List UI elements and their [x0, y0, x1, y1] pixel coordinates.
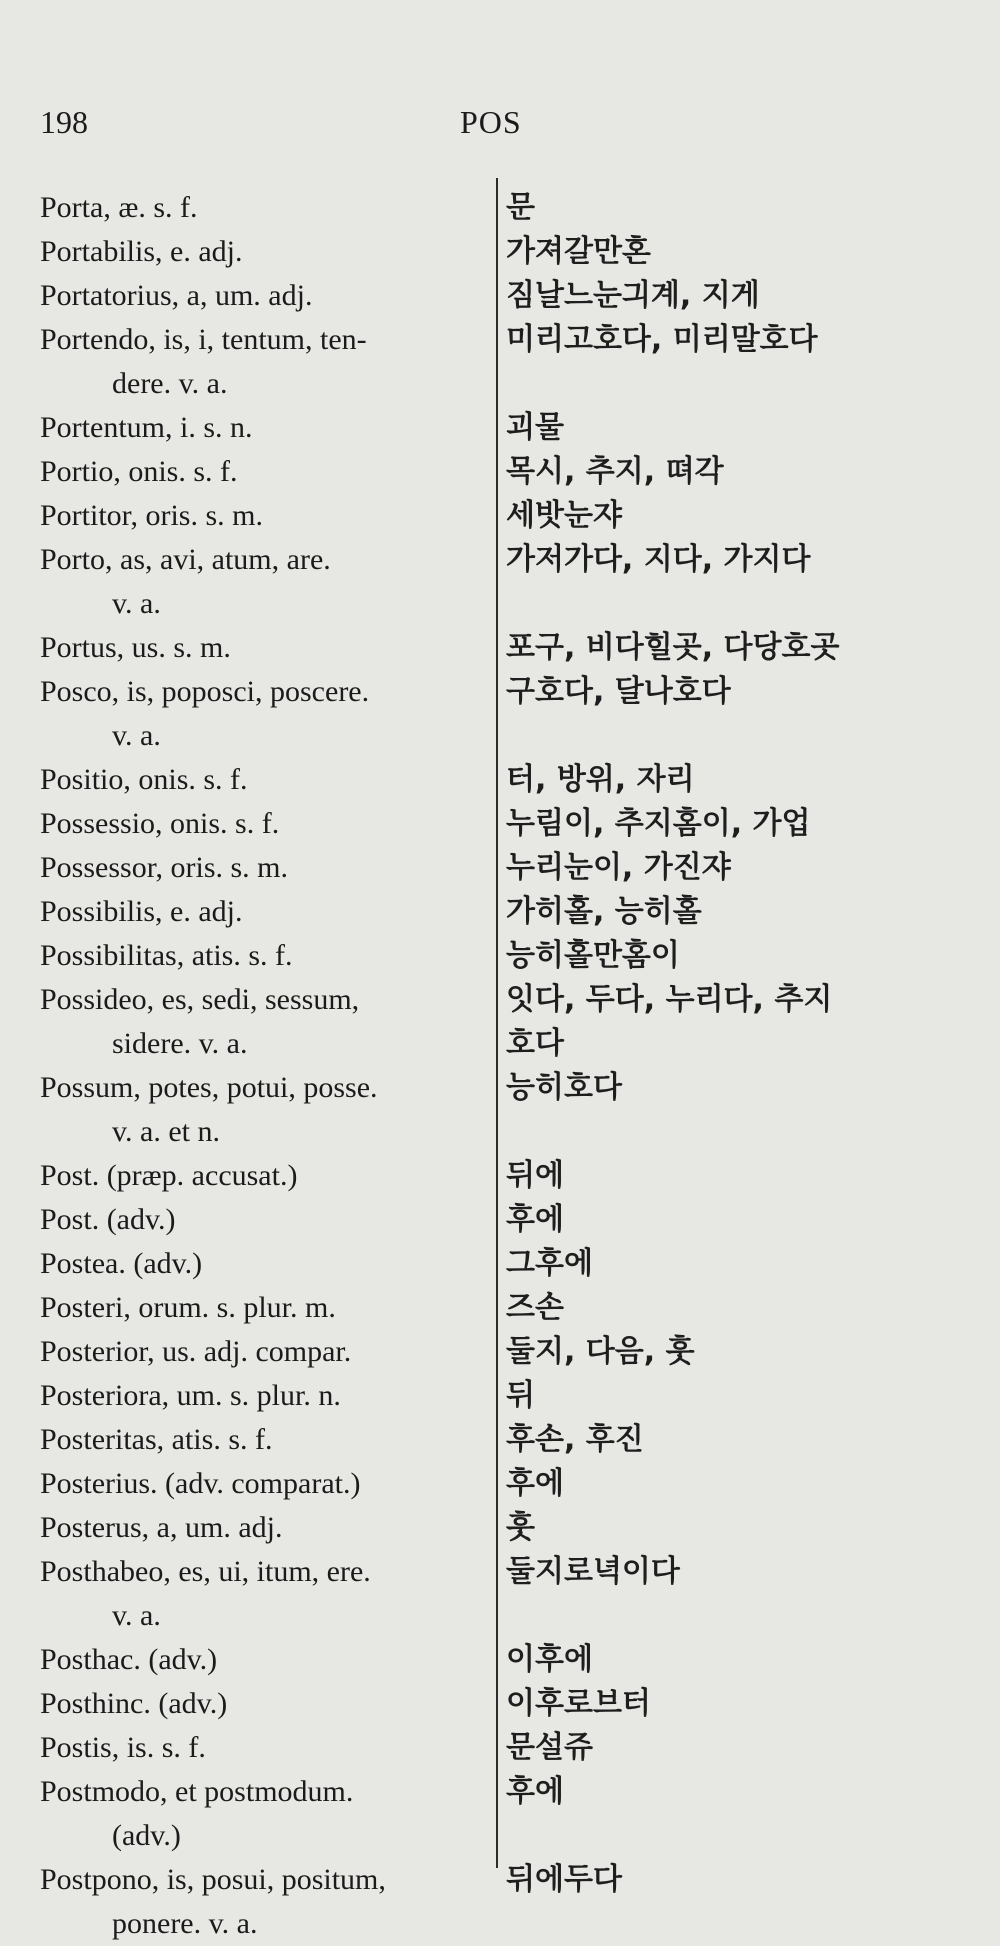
dictionary-entry	[0, 538, 1000, 626]
korean-line-1: 문	[506, 190, 535, 225]
latin-headword	[40, 1638, 485, 1682]
dictionary-entry	[0, 1550, 1000, 1638]
korean-line-1: 능히호다	[506, 1070, 622, 1105]
latin-headword	[40, 1506, 485, 1550]
latin-line-1: Posthabeo, es, ui, itum, ere.	[40, 1555, 371, 1588]
latin-line-1: Possum, potes, potui, posse.	[40, 1071, 378, 1104]
latin-headword	[40, 1198, 485, 1242]
dictionary-entry	[0, 406, 1000, 450]
latin-headword	[40, 1374, 485, 1418]
korean-line-1: 그후에	[506, 1246, 593, 1281]
latin-line-1: Posco, is, poposci, poscere.	[40, 675, 370, 708]
latin-line-1: Positio, onis. s. f.	[40, 763, 248, 796]
dictionary-entries	[0, 186, 1000, 1946]
latin-line-2: (adv.)	[112, 1819, 181, 1852]
latin-line-1: Posterior, us. adj. compar.	[40, 1335, 352, 1368]
korean-line-1: 이후로브터	[506, 1686, 651, 1721]
dictionary-entry	[0, 1682, 1000, 1726]
korean-line-1: 누리눈이, 가진쟈	[506, 850, 731, 885]
latin-headword	[40, 230, 485, 274]
dictionary-entry	[0, 1066, 1000, 1154]
korean-line-1: 후에	[506, 1466, 564, 1501]
korean-line-1: 후손, 후진	[506, 1422, 644, 1457]
dictionary-entry	[0, 274, 1000, 318]
dictionary-entry	[0, 626, 1000, 670]
korean-definition	[506, 494, 976, 538]
korean-definition	[506, 670, 976, 714]
latin-line-2: ponere. v. a.	[112, 1907, 258, 1940]
korean-line-1: 포구, 비다힐곳, 다당호곳	[506, 630, 840, 665]
korean-line-1: 가히홀, 능히홀	[506, 894, 702, 929]
latin-headword	[40, 758, 485, 802]
dictionary-entry	[0, 1770, 1000, 1858]
dictionary-entry	[0, 1198, 1000, 1242]
korean-line-1: 터, 방위, 자리	[506, 762, 695, 797]
latin-line-1: Possibilitas, atis. s. f.	[40, 939, 293, 972]
latin-headword	[40, 1418, 485, 1462]
latin-line-1: Postis, is. s. f.	[40, 1731, 206, 1764]
korean-definition	[506, 890, 976, 934]
latin-line-2: v. a.	[112, 1599, 161, 1632]
latin-line-1: Posteri, orum. s. plur. m.	[40, 1291, 336, 1324]
latin-line-1: Postea. (adv.)	[40, 1247, 203, 1280]
korean-definition	[506, 1638, 976, 1682]
korean-line-1: 구호다, 달나호다	[506, 674, 731, 709]
korean-line-1: 짐날느눈긔계, 지게	[506, 278, 760, 313]
korean-line-1: 가저가다, 지다, 가지다	[506, 542, 811, 577]
dictionary-entry	[0, 1506, 1000, 1550]
latin-headword	[40, 450, 485, 494]
latin-line-1: Portendo, is, i, tentum, ten-	[40, 323, 367, 356]
dictionary-entry	[0, 670, 1000, 758]
korean-definition	[506, 538, 976, 582]
korean-definition	[506, 626, 976, 670]
latin-line-1: Portabilis, e. adj.	[40, 235, 243, 268]
latin-line-1: Post. (adv.)	[40, 1203, 176, 1236]
korean-line-1: 목시, 추지, 뗘각	[506, 454, 724, 489]
latin-line-1: Posthinc. (adv.)	[40, 1687, 228, 1720]
latin-headword	[40, 1770, 485, 1858]
latin-line-2: v. a.	[112, 719, 161, 752]
dictionary-entry	[0, 846, 1000, 890]
dictionary-entry	[0, 1726, 1000, 1770]
korean-definition	[506, 1418, 976, 1462]
latin-headword	[40, 846, 485, 890]
page-header	[0, 104, 1000, 148]
korean-line-1: 둘지로녁이다	[506, 1554, 680, 1589]
latin-line-1: Possibilis, e. adj.	[40, 895, 243, 928]
korean-line-1: 뒤	[506, 1378, 535, 1413]
korean-definition	[506, 1726, 976, 1770]
latin-line-1: Porto, as, avi, atum, are.	[40, 543, 331, 576]
dictionary-entry	[0, 802, 1000, 846]
latin-line-1: Porta, æ. s. f.	[40, 191, 198, 224]
korean-definition	[506, 1682, 976, 1726]
latin-headword	[40, 1462, 485, 1506]
latin-headword	[40, 1286, 485, 1330]
latin-line-1: Portitor, oris. s. m.	[40, 499, 263, 532]
latin-headword	[40, 1550, 485, 1638]
korean-definition	[506, 1858, 976, 1902]
dictionary-entry	[0, 230, 1000, 274]
dictionary-entry	[0, 1462, 1000, 1506]
korean-line-1: 뒤에두다	[506, 1862, 622, 1897]
korean-definition	[506, 230, 976, 274]
dictionary-entry	[0, 318, 1000, 406]
dictionary-entry	[0, 494, 1000, 538]
latin-headword	[40, 1726, 485, 1770]
latin-line-2: v. a. et n.	[112, 1115, 221, 1148]
running-head: POS	[460, 104, 522, 140]
latin-headword	[40, 406, 485, 450]
korean-line-1: 후에	[506, 1202, 564, 1237]
latin-headword	[40, 274, 485, 318]
korean-definition	[506, 978, 976, 1066]
latin-headword	[40, 1066, 485, 1154]
latin-headword	[40, 318, 485, 406]
korean-definition	[506, 1330, 976, 1374]
page-number: 198	[40, 104, 88, 140]
dictionary-entry	[0, 890, 1000, 934]
korean-line-1: 후에	[506, 1774, 564, 1809]
latin-headword	[40, 186, 485, 230]
latin-headword	[40, 1682, 485, 1726]
dictionary-entry	[0, 1638, 1000, 1682]
latin-headword	[40, 494, 485, 538]
korean-line-1: 훗	[506, 1510, 535, 1545]
latin-line-1: Possessor, oris. s. m.	[40, 851, 288, 884]
latin-line-1: Portus, us. s. m.	[40, 631, 231, 664]
dictionary-entry	[0, 934, 1000, 978]
latin-headword	[40, 978, 485, 1066]
korean-definition	[506, 406, 976, 450]
korean-definition	[506, 802, 976, 846]
dictionary-entry	[0, 1242, 1000, 1286]
latin-headword	[40, 890, 485, 934]
dictionary-entry	[0, 1418, 1000, 1462]
korean-definition	[506, 1198, 976, 1242]
dictionary-entry	[0, 978, 1000, 1066]
latin-line-1: Possessio, onis. s. f.	[40, 807, 280, 840]
korean-line-1: 뒤에	[506, 1158, 564, 1193]
latin-line-2: v. a.	[112, 587, 161, 620]
latin-line-1: Posteritas, atis. s. f.	[40, 1423, 273, 1456]
korean-definition	[506, 1154, 976, 1198]
dictionary-entry	[0, 1154, 1000, 1198]
latin-line-2: dere. v. a.	[112, 367, 228, 400]
dictionary-entry	[0, 1330, 1000, 1374]
korean-line-1: 즈손	[506, 1290, 564, 1325]
latin-headword	[40, 1330, 485, 1374]
latin-headword	[40, 626, 485, 670]
korean-line-1: 잇다, 두다, 누리다, 추지	[506, 982, 833, 1017]
korean-definition	[506, 186, 976, 230]
dictionary-entry	[0, 758, 1000, 802]
latin-headword	[40, 934, 485, 978]
korean-line-1: 능히홀만홈이	[506, 938, 680, 973]
latin-line-1: Possideo, es, sedi, sessum,	[40, 983, 360, 1016]
korean-line-1: 누림이, 추지홈이, 가업	[506, 806, 811, 841]
latin-headword	[40, 538, 485, 626]
korean-definition	[506, 1242, 976, 1286]
latin-line-1: Portio, onis. s. f.	[40, 455, 238, 488]
dictionary-entry	[0, 1374, 1000, 1418]
latin-headword	[40, 1154, 485, 1198]
dictionary-entry	[0, 1858, 1000, 1946]
latin-line-1: Portentum, i. s. n.	[40, 411, 253, 444]
dictionary-entry	[0, 186, 1000, 230]
latin-line-1: Post. (præp. accusat.)	[40, 1159, 298, 1192]
latin-line-1: Posterus, a, um. adj.	[40, 1511, 283, 1544]
latin-headword	[40, 1242, 485, 1286]
latin-line-1: Posterius. (adv. comparat.)	[40, 1467, 361, 1500]
korean-line-1: 문설쥬	[506, 1730, 593, 1765]
korean-definition	[506, 1374, 976, 1418]
korean-definition	[506, 846, 976, 890]
korean-line-1: 세밧눈쟈	[506, 498, 622, 533]
latin-line-1: Posteriora, um. s. plur. n.	[40, 1379, 341, 1412]
korean-definition	[506, 1506, 976, 1550]
korean-line-1: 둘지, 다음, 훗	[506, 1334, 695, 1369]
korean-line-1: 이후에	[506, 1642, 593, 1677]
latin-line-1: Postmodo, et postmodum.	[40, 1775, 354, 1808]
korean-definition	[506, 1770, 976, 1814]
dictionary-entry	[0, 450, 1000, 494]
korean-line-2: 호다	[506, 1026, 564, 1061]
korean-definition	[506, 758, 976, 802]
dictionary-entry	[0, 1286, 1000, 1330]
korean-line-1: 괴물	[506, 410, 564, 445]
latin-line-1: Posthac. (adv.)	[40, 1643, 218, 1676]
korean-definition	[506, 934, 976, 978]
korean-definition	[506, 274, 976, 318]
korean-line-1: 미리고호다, 미리말호다	[506, 322, 818, 357]
latin-headword	[40, 802, 485, 846]
korean-definition	[506, 1286, 976, 1330]
latin-line-2: sidere. v. a.	[112, 1027, 248, 1060]
latin-headword	[40, 1858, 485, 1946]
korean-line-1: 가져갈만혼	[506, 234, 651, 269]
latin-line-1: Postpono, is, posui, positum,	[40, 1863, 386, 1896]
korean-definition	[506, 1066, 976, 1110]
korean-definition	[506, 450, 976, 494]
latin-headword	[40, 670, 485, 758]
korean-definition	[506, 1550, 976, 1594]
korean-definition	[506, 318, 976, 362]
latin-line-1: Portatorius, a, um. adj.	[40, 279, 313, 312]
korean-definition	[506, 1462, 976, 1506]
